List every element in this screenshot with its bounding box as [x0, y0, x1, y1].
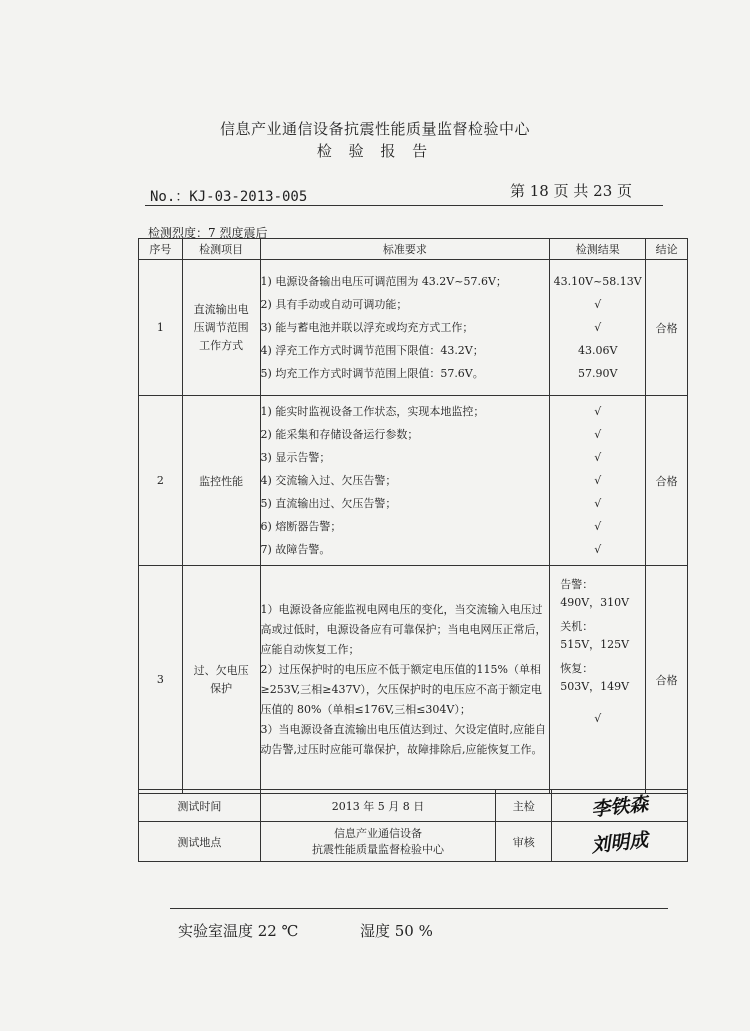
check-mark-icon: √: [594, 405, 602, 418]
header-rule: [145, 205, 663, 206]
header-no: 序号: [139, 239, 183, 260]
page-info: 第 18 页 共 23 页: [510, 182, 633, 200]
footer-row-time: [139, 790, 688, 822]
test-degree: 检测烈度：7 烈度震后: [148, 226, 268, 240]
footer-row-place: [139, 822, 688, 862]
test-place-label: 测试地点: [139, 822, 261, 862]
row-results: [550, 566, 646, 794]
check-mark-icon: √: [594, 451, 602, 464]
requirement-line: 5) 直流输出过、欠压告警；: [260, 497, 397, 510]
row-item: 监控性能: [182, 396, 260, 566]
recover-label: 恢复：: [560, 662, 594, 675]
requirement-line: 4) 交流输入过、欠压告警；: [260, 474, 397, 487]
check-mark-icon: √: [594, 298, 602, 311]
requirement-line: 2) 能采集和存储设备运行参数；: [260, 428, 419, 441]
alarm-label: 告警：: [560, 578, 594, 591]
requirement-line: 2) 具有手动或自动可调功能；: [260, 298, 408, 311]
table-header-row: [139, 239, 688, 260]
test-place-line: 抗震性能质量监督检验中心: [312, 842, 445, 856]
header-requirement: 标准要求: [260, 239, 550, 260]
row-no: 1: [139, 260, 183, 396]
test-time-label: 测试时间: [139, 790, 261, 822]
header-item: 检测项目: [182, 239, 260, 260]
shutdown-value: 515V，125V: [560, 638, 630, 651]
row-conclusion: 合格: [646, 396, 688, 566]
result-value: 57.90V: [577, 367, 618, 380]
test-place-line: 信息产业通信设备: [334, 826, 423, 840]
row-conclusion: 合格: [646, 260, 688, 396]
row-conclusion: 合格: [646, 566, 688, 794]
requirement-line: 6) 熔断器告警；: [260, 520, 342, 533]
header-conclusion: 结论: [646, 239, 688, 260]
requirement-paragraph: 1）电源设备应能监视电网电压的变化，当交流输入电压过高或过低时，电源设备应有可靠保护；当电电网压正常后，应能自动恢复工作；: [260, 602, 547, 656]
requirement-line: 5) 均充工作方式时调节范围上限值：57.6V。: [260, 367, 484, 380]
row-requirements: [260, 566, 550, 794]
row-item: 过、欠电压保护: [182, 566, 260, 794]
check-mark-icon: √: [594, 428, 602, 441]
inspector-signature: 李铁森: [552, 790, 688, 822]
requirement-paragraph: 3）当电源设备直流输出电压值达到过、欠设定值时,应能自动告警,过压时应能可靠保护，故障排除后,应能恢复工作。: [260, 722, 547, 756]
requirement-line: 1) 能实时监视设备工作状态，实现本地监控；: [260, 405, 485, 418]
check-mark-icon: √: [594, 497, 602, 510]
reviewer-signature: 刘明成: [552, 822, 688, 862]
table-row: [139, 260, 688, 396]
requirement-line: 3) 显示告警；: [260, 451, 331, 464]
row-requirements: [260, 396, 550, 566]
requirement-line: 4) 浮充工作方式时调节范围下限值：43.2V；: [260, 344, 484, 357]
result-value: 43.10V~58.13V: [553, 275, 642, 288]
footer-table: [138, 789, 688, 862]
check-mark-icon: √: [594, 712, 602, 725]
row-results: [550, 260, 646, 396]
row-item: 直流输出电压调节范围工作方式: [182, 260, 260, 396]
row-requirements: [260, 260, 550, 396]
lab-temperature: 实验室温度 22 ℃: [178, 922, 299, 940]
org-title: 信息产业通信设备抗震性能质量监督检验中心: [219, 120, 530, 138]
inspector-label: 主检: [496, 790, 552, 822]
header-result: 检测结果: [550, 239, 646, 260]
row-no: 2: [139, 396, 183, 566]
reviewer-label: 审核: [496, 822, 552, 862]
recover-value: 503V，149V: [560, 680, 630, 693]
requirement-line: 3) 能与蓄电池并联以浮充或均充方式工作；: [260, 321, 474, 334]
shutdown-label: 关机：: [560, 620, 594, 633]
requirement-line: 7) 故障告警。: [260, 543, 331, 556]
lab-humidity: 湿度 50 %: [360, 922, 433, 940]
check-mark-icon: √: [594, 543, 602, 556]
doc-type-title: 检 验 报 告: [316, 142, 434, 160]
table-row: [139, 396, 688, 566]
bottom-rule: [170, 908, 668, 909]
row-results: [550, 396, 646, 566]
test-time-value: 2013 年 5 月 8 日: [260, 790, 496, 822]
alarm-value: 490V，310V: [560, 596, 630, 609]
check-mark-icon: √: [594, 520, 602, 533]
check-mark-icon: √: [594, 321, 602, 334]
requirement-paragraph: 2）过压保护时的电压应不低于额定电压值的115%（单相≥253V,三相≥437V），欠压保护时的电压应不高于额定电压值的 80%（单相≤176V,三相≤304V）；: [260, 662, 542, 716]
inspection-table: [138, 238, 688, 794]
requirement-line: 1) 电源设备输出电压可调范围为 43.2V~57.6V；: [260, 275, 507, 288]
report-number: No.：KJ-03-2013-005: [150, 189, 308, 205]
table-row: [139, 566, 688, 794]
check-mark-icon: √: [594, 474, 602, 487]
test-place-value: [260, 822, 496, 862]
row-no: 3: [139, 566, 183, 794]
result-value: 43.06V: [577, 344, 618, 357]
